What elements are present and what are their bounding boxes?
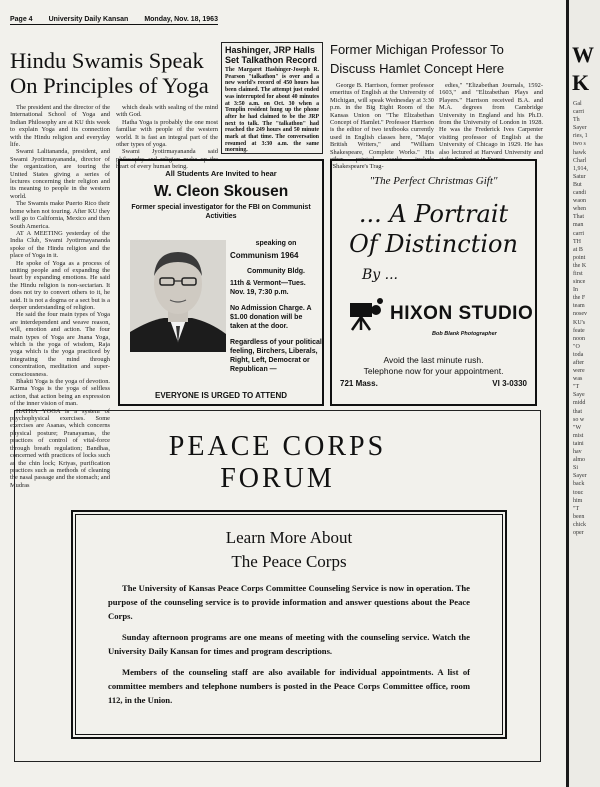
topic: Communism 1964	[230, 251, 299, 260]
paragraph: Members of the counseling staff are also available for individual appointments. A list of committee members and telephone numbers is posted in the Peace Corps Committee office, room 112, in the Union.	[108, 667, 470, 705]
issue-date: Monday, Nov. 18, 1963	[144, 16, 218, 23]
michigan-headline: Former Michigan Professor To Discuss Hamlet Concept Here	[330, 42, 505, 76]
hixon-studio-ad	[330, 159, 537, 406]
forum-subtitle-2: The Peace Corps	[231, 552, 347, 571]
page-number: Page 4	[10, 16, 33, 23]
studio-phone: VI 3-0330	[492, 379, 527, 388]
paragraph: Swami Jyotirmayananda said philosophy and religion make up the heart of every human being.	[116, 148, 218, 171]
photographer: Bob Blank Photographer	[432, 331, 497, 337]
forum-body	[76, 581, 502, 707]
portrait-line-2: Of Distinction	[349, 230, 518, 258]
studio-name: HIXON STUDIO	[390, 303, 534, 324]
paragraph: The University of Kansas Peace Corps Committee Counseling Service is now in operation. The purpose of the counseling service is to provide information and answer questions about the Peace Corps.	[108, 583, 470, 621]
attend-banner: EVERYONE IS URGED TO ATTEND	[154, 391, 287, 400]
paragraph: Sunday afternoon programs are one means of meeting with the counseling service. Watch the University Daily Kansan for times and program descriptions.	[108, 632, 470, 656]
regardless: Regardless of your political feeling, Birchers, Liberals, Right, Left, Democrat or Republican —	[230, 339, 322, 373]
paragraph: George B. Harrison, former professor emeritus of English at the University of Michigan, will speak Wednesday at 3:30 p.m. in the Big Eight Room of the Kansas Union on "The Elizabethan Concept of Hamlet." Professor Harrison is the editor of two textbooks currently used in English classes here, "Major British Writers," and "William Shakespeare, Complete Works." His other printed works include "Shakespeare's Trag-	[330, 82, 434, 171]
speaker-name: W. Cleon Skousen	[153, 183, 289, 200]
speaking-on: speaking on	[255, 240, 297, 247]
forum-inner-box	[71, 510, 507, 739]
avoid-line-1: Avoid the last minute rush.	[383, 355, 484, 365]
ad-invite: All Students Are Invited to hear	[165, 169, 277, 178]
paragraph: Hatha Yoga is probably the one most familiar with people of the western world. It is fast an integral part of the other types of yoga.	[116, 118, 218, 149]
ad-quote: "The Perfect Christmas Gift"	[369, 175, 498, 187]
talkathon-article	[221, 42, 323, 154]
portrait-line-1: ... A Portrait	[358, 200, 509, 228]
forum-subtitle-1: Learn More About	[225, 528, 353, 547]
event-time: Nov. 19, 7:30 p.m.	[230, 289, 289, 296]
by-label: By ...	[362, 267, 398, 283]
paragraph: The president and the director of the International School of Yoga and Indian Philosophy are at KU this week to explain Yoga and its connection with the Hindu religion and everyday life.	[10, 104, 110, 149]
speaker-photo	[130, 240, 226, 352]
paragraph: Bhakti Yoga is the yoga of devotion. Karma Yoga is the yoga of selfless action, that action being an expression of the inner vision of man.	[10, 378, 110, 408]
michigan-column-1	[330, 82, 434, 171]
edge-heading-2: K	[572, 70, 590, 95]
michigan-column-2	[439, 82, 543, 163]
forum-title-1: PEACE CORPS	[168, 431, 387, 462]
speaker-subtitle: Former special investigator for the FBI on Communist Activities	[131, 204, 311, 220]
avoid-text	[332, 355, 535, 377]
masthead	[10, 16, 218, 25]
studio-address: 721 Mass.	[340, 379, 378, 388]
forum-title-2: FORUM	[220, 463, 335, 494]
paper-name: University Daily Kansan	[48, 16, 129, 23]
paragraph: Swami Lalitananda, president, and Swami Jyotirmayananda, director of the organization, are touring the United States giving a series of lectures concerning their religion and its meaning to people in the western world.	[10, 148, 110, 200]
paragraph: He said the four main types of Yoga are interdependent and weave reason, will, emotion and action. The four main types of Yoga are Jnana Yoga, which is the yoga of wisdom, Raja yoga which is the yoga practiced by integrating the mind through concentration, meditation and super-consciousness.	[10, 311, 110, 378]
venue-address: 11th & Vermont—Tues.	[230, 280, 306, 287]
admission: No Admission Charge. A $1.00 donation will be taken at the door.	[230, 305, 312, 330]
peace-corps-ad	[14, 410, 541, 762]
skousen-ad	[118, 159, 324, 406]
venue: Community Bldg.	[247, 268, 305, 275]
edge-text: Gal carri Th Sayer ries, 1 two s hawk Charl 1,914, Satur But candi waon when That man carri TH at B point the K first since In the F team nosev KU's feate noon "O toda after were was "T Saye midd that so w "W mist taini hav almo Si Sayer back touc him "T been chick oper	[573, 101, 588, 536]
talkathon-headline: Hashinger, JRP Halls Set Talkathon Record	[225, 45, 317, 65]
camera-icon	[346, 297, 386, 336]
paragraph: The Swamis make Puerto Rico their home when not touring. After KU they will go to California, Mexico and then South America.	[10, 200, 110, 230]
swamis-headline: Hindu Swamis Speak On Principles of Yoga	[10, 48, 209, 98]
avoid-line-2: Telephone now for your appointment.	[363, 366, 504, 376]
paragraph: He spoke of Yoga as a process of uniting people and of expanding the heart by expanding emotions. He said the Hindu religion is non-sectarian. It does not try to convert others to it, he said. It is not a dogma or a sect but is a deeper understanding of religion.	[10, 259, 110, 311]
paragraph: edies," "Elizabethan Journals, 1592-1603," and "Elizabethan Plays and Players." Harrison received B.A. and M.A. degrees from Cambridge University in England and his Ph.D. from the University of London in 1928. He was the Frederick Ives Carpenter visiting professor of English at the University of Chicago in 1929. He has also lectured at Harvard University and at the Sorbonne in France.	[439, 82, 543, 164]
event-details	[230, 239, 322, 374]
paragraph: which deals with sealing of the mind with God.	[116, 104, 218, 119]
talkathon-text: The Margaret Hashinger-Joseph R. Pearson "talkathon" is over and a new world's record of 450 hours has been claimed. The attempt just ended was interrupted for about 40 minutes at 3:50 a.m. on Oct. 30 when a Templin resident hung up the phone after he had claimed to be the JRP next to talk. The "talkathon" had reached the 249 hours and 50 minute mark at that time. The conversation resumed at 3:30 a.m. the same morning.	[225, 67, 319, 154]
edge-heading-1: W	[572, 42, 594, 67]
paragraph: AT A MEETING yesterday of the India Club, Swami Jyotirmayananda spoke of the Hindu religion and the place of Yoga in it.	[10, 229, 110, 260]
paragraph: HATHA YOGA is a system of psychophysical exercises. Some exercises are Asanas, which concerns physical posture; Pranayamas, the practices of control of vital-force through breath regulation; Bandhas, concerned with practices of locks such as the chin lock; Kriyas, purification practices such as methods of cleaning the nasal passage and the stomach; and Mudras	[10, 407, 110, 489]
adjacent-page-edge	[566, 0, 600, 787]
